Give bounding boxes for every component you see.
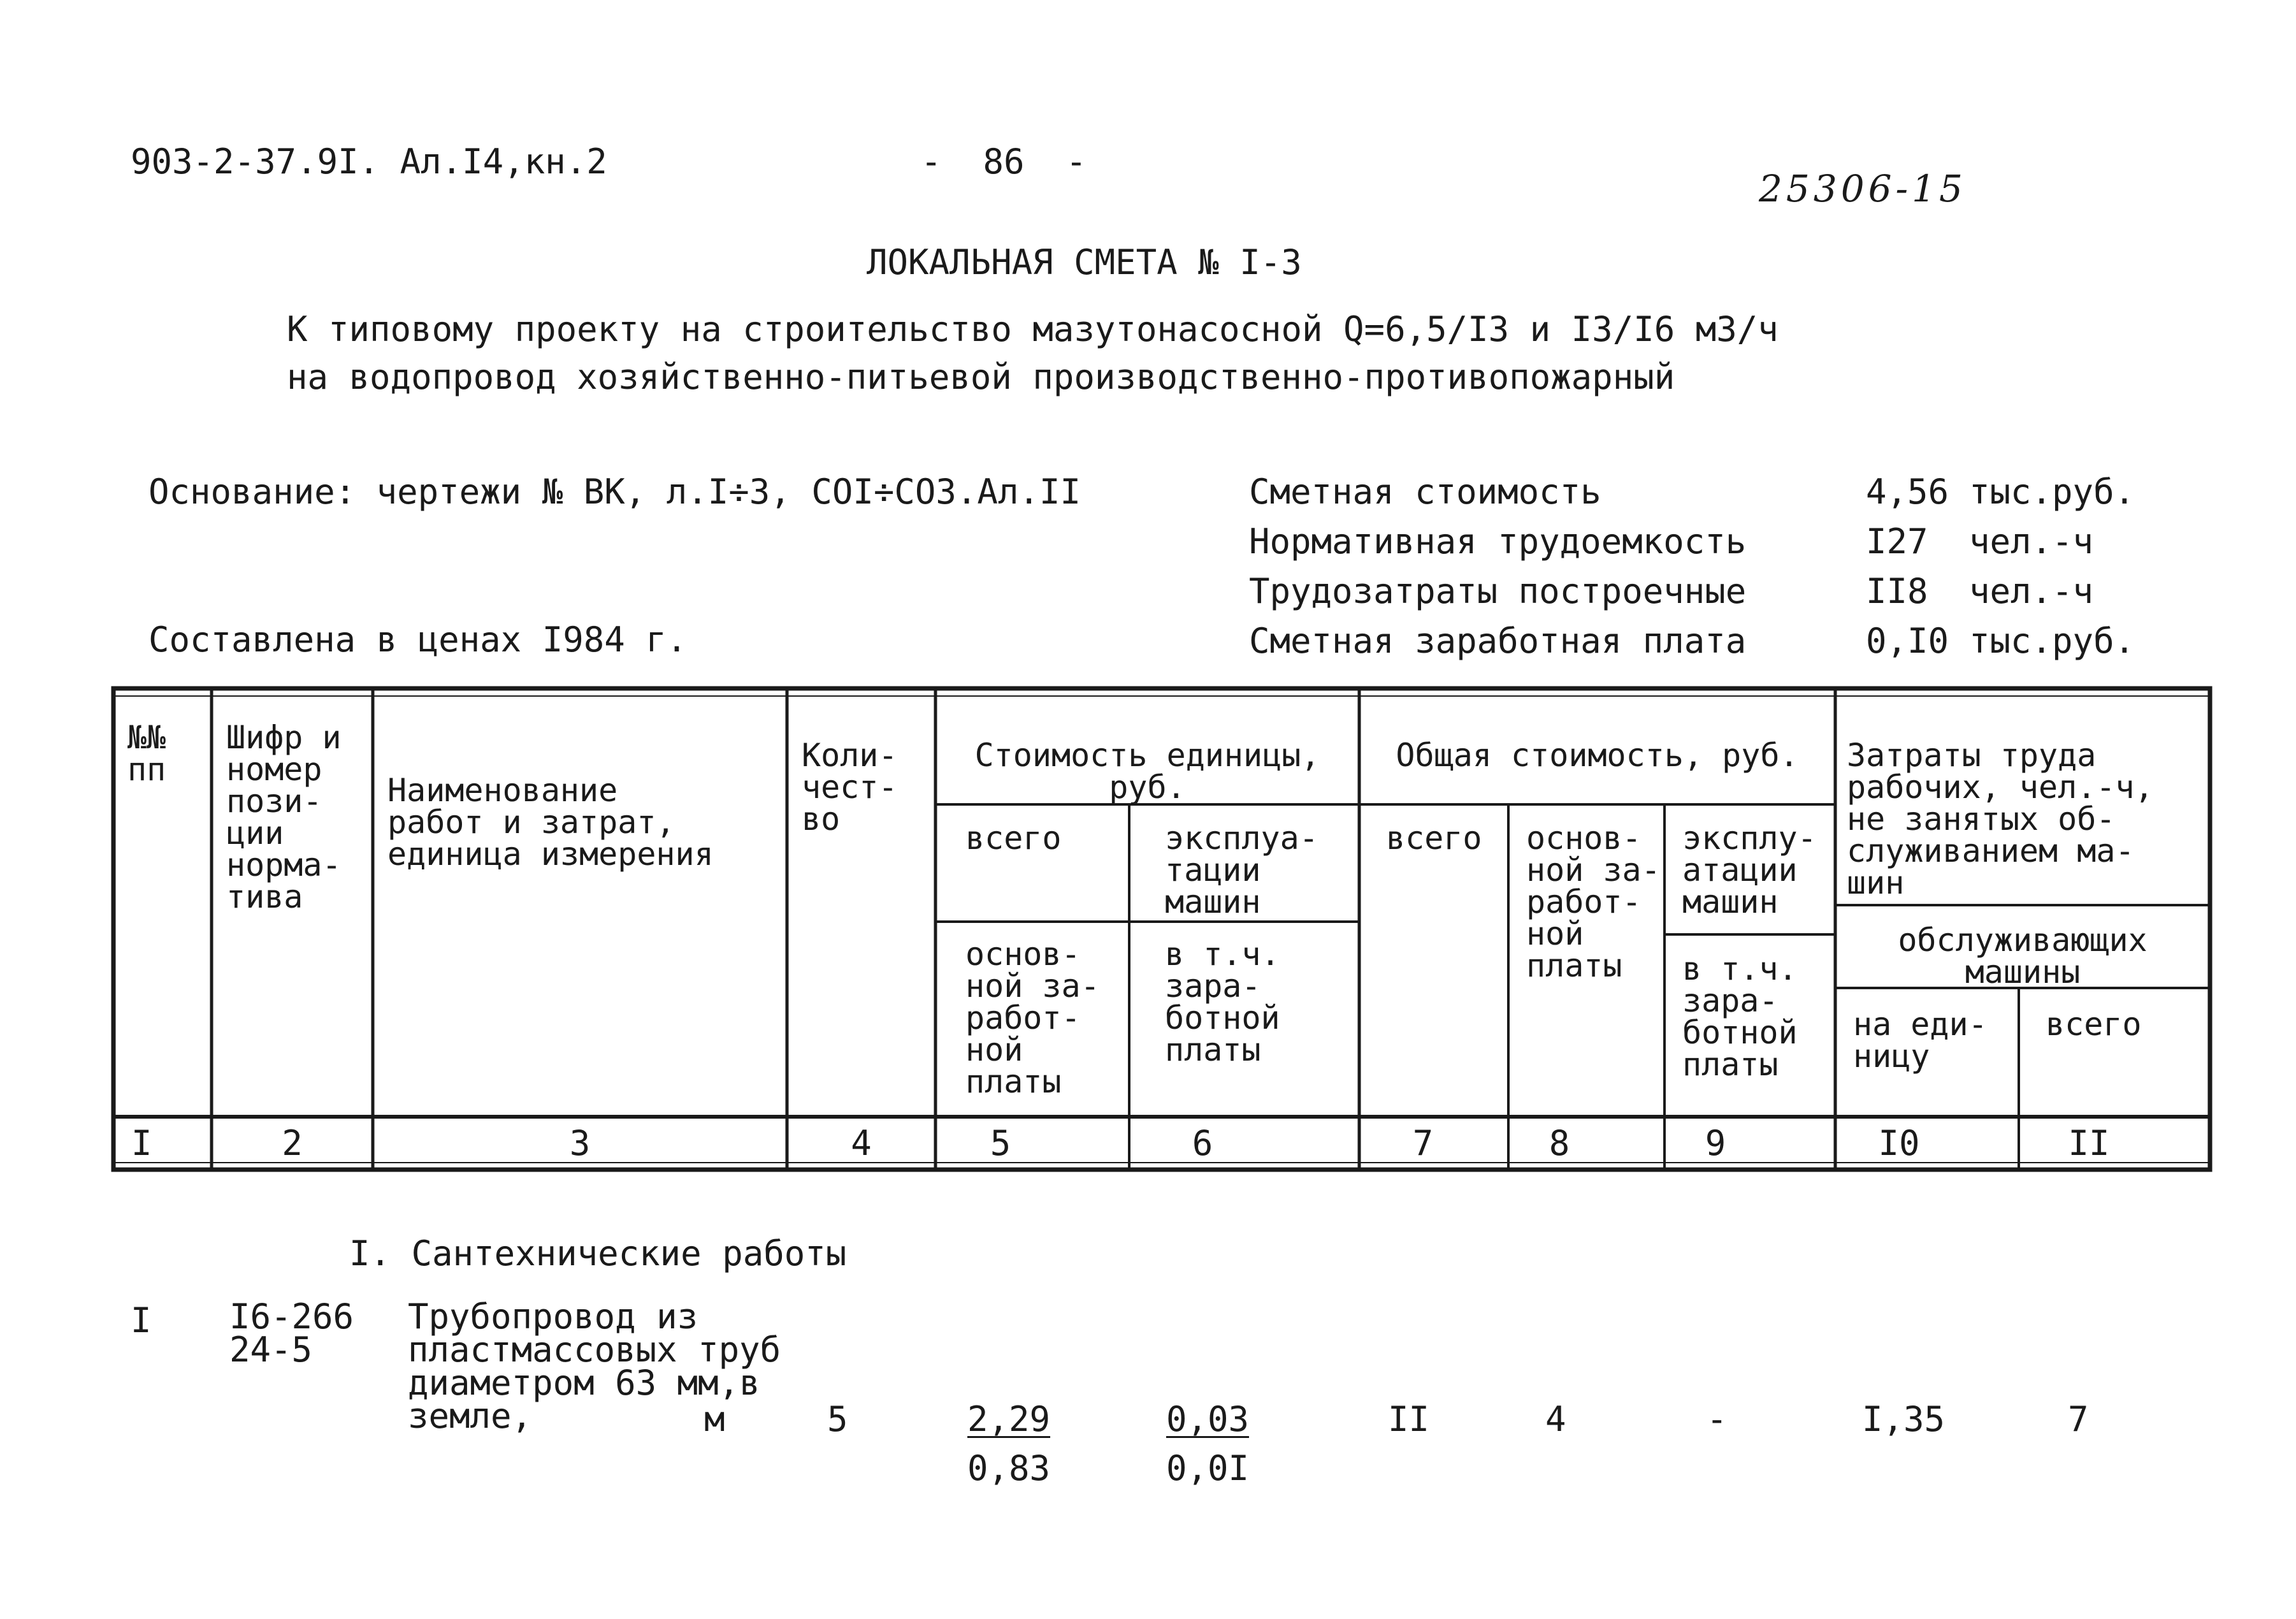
row-code: I6-266 24-5	[229, 1296, 354, 1370]
column-number: 4	[851, 1123, 872, 1163]
header-labor-servicing: обслуживающих машины	[1898, 922, 2148, 991]
row-total-machine: -	[1707, 1399, 1728, 1439]
prices-text: Составлена в ценах I984 г.	[148, 620, 688, 660]
header-row-number: №№ пп	[127, 719, 166, 788]
header-total-machine: эксплу- атации машин	[1682, 820, 1817, 920]
header-unit-total: всего	[965, 820, 1062, 857]
summary-value: II8	[1866, 571, 1928, 611]
row-quantity: 5	[827, 1399, 848, 1439]
row-total-base-wage: 4	[1545, 1399, 1566, 1439]
row-unit: м	[704, 1399, 725, 1439]
column-number: I0	[1878, 1123, 1920, 1163]
column-number: I	[131, 1123, 152, 1163]
summary-label: Сметная заработная плата	[1249, 621, 1747, 661]
page-number: - 86 -	[921, 142, 1087, 182]
header-total-base-wage: основ- ной за- работ- ной платы	[1526, 820, 1661, 984]
summary-unit: тыс.руб.	[1969, 472, 2135, 512]
column-number: 3	[569, 1123, 591, 1163]
column-number: 7	[1412, 1123, 1434, 1163]
header-labor-per-unit: на еди- ницу	[1853, 1006, 1988, 1075]
column-number: 5	[990, 1123, 1011, 1163]
row-labor-per-unit: I,35	[1862, 1399, 1946, 1439]
column-number: 9	[1705, 1123, 1726, 1163]
header-total-all: всего	[1386, 820, 1482, 857]
row-unit-total: 2,29	[967, 1399, 1051, 1439]
summary-value: I27	[1866, 521, 1928, 562]
row-unit-machine: 0,03	[1166, 1399, 1250, 1439]
header-quantity: Коли- чест- во	[802, 737, 898, 838]
estimate-heading: ЛОКАЛЬНАЯ СМЕТА № I-3	[867, 242, 1302, 282]
inventory-number: 25306-15	[1759, 167, 1967, 210]
header-code: Шифр и номер пози- ции норма- тива	[226, 719, 342, 915]
header-unit-incl-wage: в т.ч. зара- ботной платы	[1165, 936, 1280, 1068]
header-unit-machine: эксплуа- тации машин	[1165, 820, 1318, 920]
document-code: 903-2-37.9I. Ал.I4,кн.2	[131, 142, 607, 182]
summary-label: Нормативная трудоемкость	[1249, 521, 1747, 562]
header-unit-base-wage: основ- ной за- работ- ной платы	[965, 936, 1100, 1100]
column-number: II	[2068, 1123, 2110, 1163]
summary-unit: чел.-ч	[1969, 571, 2094, 611]
header-unit-cost: Стоимость единицы, руб.	[974, 737, 1320, 806]
header-labor: Затраты труда рабочих, чел.-ч, не занятых об- служиванием ма- шин	[1847, 737, 2154, 901]
row-number: I	[131, 1300, 152, 1340]
section-title: I. Сантехнические работы	[349, 1233, 847, 1274]
header-total-incl-wage: в т.ч. зара- ботной платы	[1682, 950, 1798, 1083]
summary-value: 0,I0	[1866, 621, 1949, 661]
header-name: Наименование работ и затрат, единица измерения	[387, 772, 714, 873]
row-labor-total: 7	[2068, 1399, 2089, 1439]
row-name: Трубопровод из пластмассовых труб диаметром 63 мм,в земле,	[408, 1296, 781, 1436]
header-labor-total: всего	[2046, 1006, 2142, 1043]
column-number: 8	[1549, 1123, 1570, 1163]
summary-unit: тыс.руб.	[1969, 621, 2135, 661]
basis-text: Основание: чертежи № ВК, л.I÷3, COI÷CO3.Ал.II	[148, 472, 1081, 512]
column-number: 6	[1192, 1123, 1213, 1163]
row-unit-base-wage: 0,83	[967, 1448, 1051, 1488]
summary-value: 4,56	[1866, 472, 1949, 512]
summary-label: Сметная стоимость	[1249, 472, 1601, 512]
header-total-cost: Общая стоимость, руб.	[1396, 737, 1799, 774]
column-number: 2	[282, 1123, 303, 1163]
row-total-all: II	[1388, 1399, 1430, 1439]
summary-unit: чел.-ч	[1969, 521, 2094, 562]
estimate-subtitle-1: К типовому проекту на строительство мазутонасосной Q=6,5/I3 и I3/I6 м3/ч	[287, 309, 1779, 349]
summary-label: Трудозатраты построечные	[1249, 571, 1747, 611]
estimate-subtitle-2: на водопровод хозяйственно-питьевой производственно-противопожарный	[287, 357, 1675, 397]
row-unit-incl-wage: 0,0I	[1166, 1448, 1250, 1488]
